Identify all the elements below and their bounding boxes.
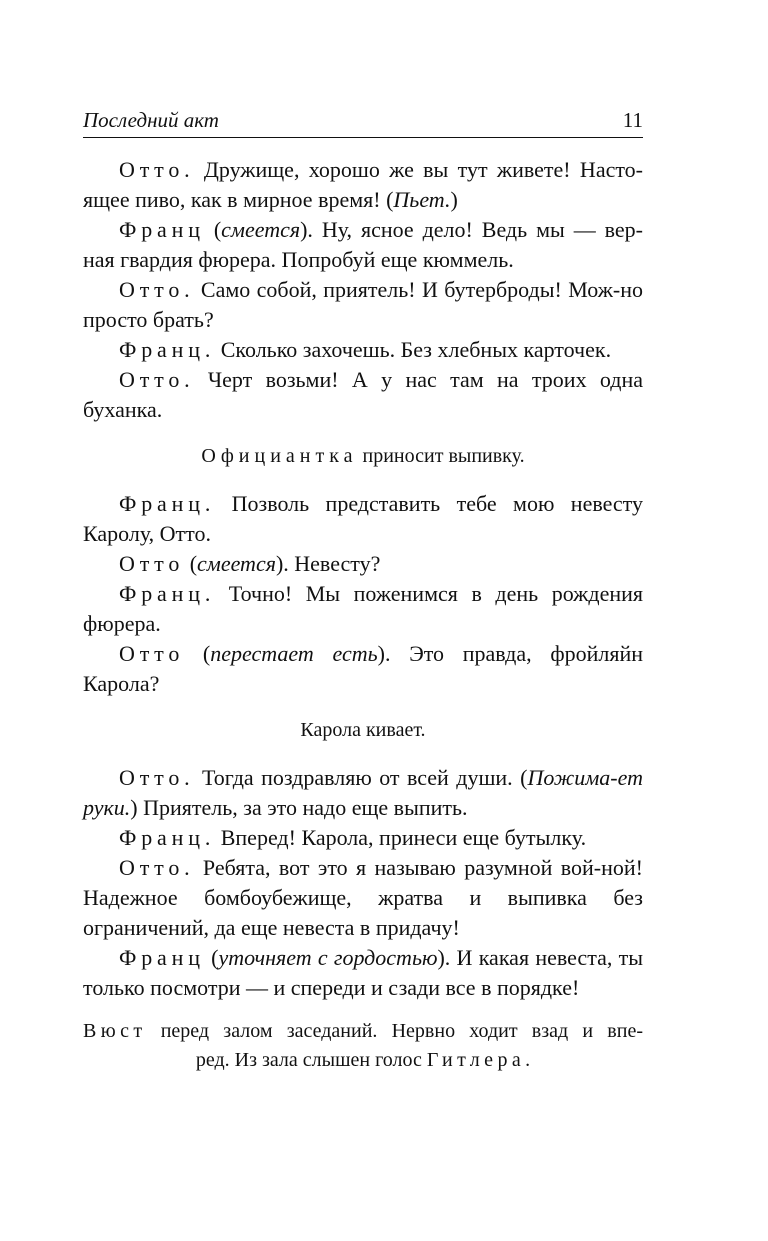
running-header: [83, 107, 643, 138]
scene-line: Вюст перед залом заседаний. Нервно ходит взад и впе-: [83, 1020, 643, 1042]
speaker-name: Отто.: [119, 765, 195, 790]
dialogue-paragraph: Отто. Дружище, хорошо же вы тут живете! Насто-ящее пиво, как в мирное время! (Пьет.): [83, 157, 643, 212]
speaker-name: Франц.: [119, 825, 216, 850]
speaker-name: Отто.: [119, 277, 195, 302]
page-body: [83, 155, 643, 1075]
dialogue-paragraph: Отто. Ребята, вот это я называю разумной вой-ной! Надежное бомбоубежище, жратва и выпивка без ограничений, да еще невеста в придачу!: [83, 855, 643, 940]
stage-direction: смеется: [197, 551, 276, 576]
scene-line: ред. Из зала слышен голос Гитлера.: [195, 1049, 531, 1071]
stage-direction: смеется: [221, 217, 301, 242]
stage-note: Официантка приносит выпивку.: [201, 445, 525, 467]
speaker-name: Отто.: [119, 855, 195, 880]
speaker-name: Франц: [119, 217, 205, 242]
speaker-name: Отто.: [119, 157, 195, 182]
speaker-name: Гитлера: [426, 1049, 526, 1071]
speaker-name: Вюст: [83, 1020, 147, 1042]
dialogue-paragraph: Отто (перестает есть). Это правда, фройляйн Карола?: [83, 641, 643, 696]
dialogue-paragraph: Франц. Сколько захочешь. Без хлебных карточек.: [119, 337, 612, 362]
stage-direction: Пожима-ет руки.: [83, 765, 643, 820]
dialogue-paragraph: Франц (смеется). Ну, ясное дело! Ведь мы — вер-ная гвардия фюрера. Попробуй еще кюммель.: [83, 217, 643, 272]
dialogue-paragraph: Франц. Вперед! Карола, принеси еще бутылку.: [119, 825, 587, 850]
dialogue-paragraph: Отто (смеется). Невесту?: [119, 551, 381, 576]
dialogue-paragraph: Отто. Черт возьми! А у нас там на троих одна буханка.: [83, 367, 643, 422]
scene-heading: [83, 1003, 643, 1075]
stage-note: Карола кивает.: [300, 719, 426, 741]
dialogue-paragraph: Франц (уточняет с гордостью). И какая невеста, ты только посмотри — и спереди и сзади все в порядке!: [83, 945, 643, 1000]
speaker-name: Франц.: [119, 337, 216, 362]
dialogue-paragraph: Франц. Точно! Мы поженимся в день рождения фюрера.: [83, 581, 643, 636]
stage-direction: уточняет с гордостью: [218, 945, 438, 970]
dialogue-paragraph: Франц. Позволь представить тебе мою невесту Каролу, Отто.: [83, 491, 643, 546]
speaker-name: Франц: [119, 945, 205, 970]
page-number: 11: [622, 108, 643, 132]
running-title: Последний акт: [83, 108, 219, 132]
stage-direction: Пьет.: [393, 187, 451, 212]
speaker-name: Отто.: [119, 367, 195, 392]
speaker-name: Отто: [119, 551, 185, 576]
dialogue-paragraph: Отто. Само собой, приятель! И бутерброды! Мож-но просто брать?: [83, 277, 643, 332]
stage-direction: перестает есть: [210, 641, 378, 666]
dialogue-paragraph: Отто. Тогда поздравляю от всей души. (Пожима-ет руки.) Приятель, за это надо еще выпить.: [83, 765, 643, 820]
speaker-name: Франц.: [119, 491, 216, 516]
speaker-name: Франц.: [119, 581, 216, 606]
speaker-name: Официантка: [201, 445, 358, 467]
speaker-name: Отто: [119, 641, 185, 666]
